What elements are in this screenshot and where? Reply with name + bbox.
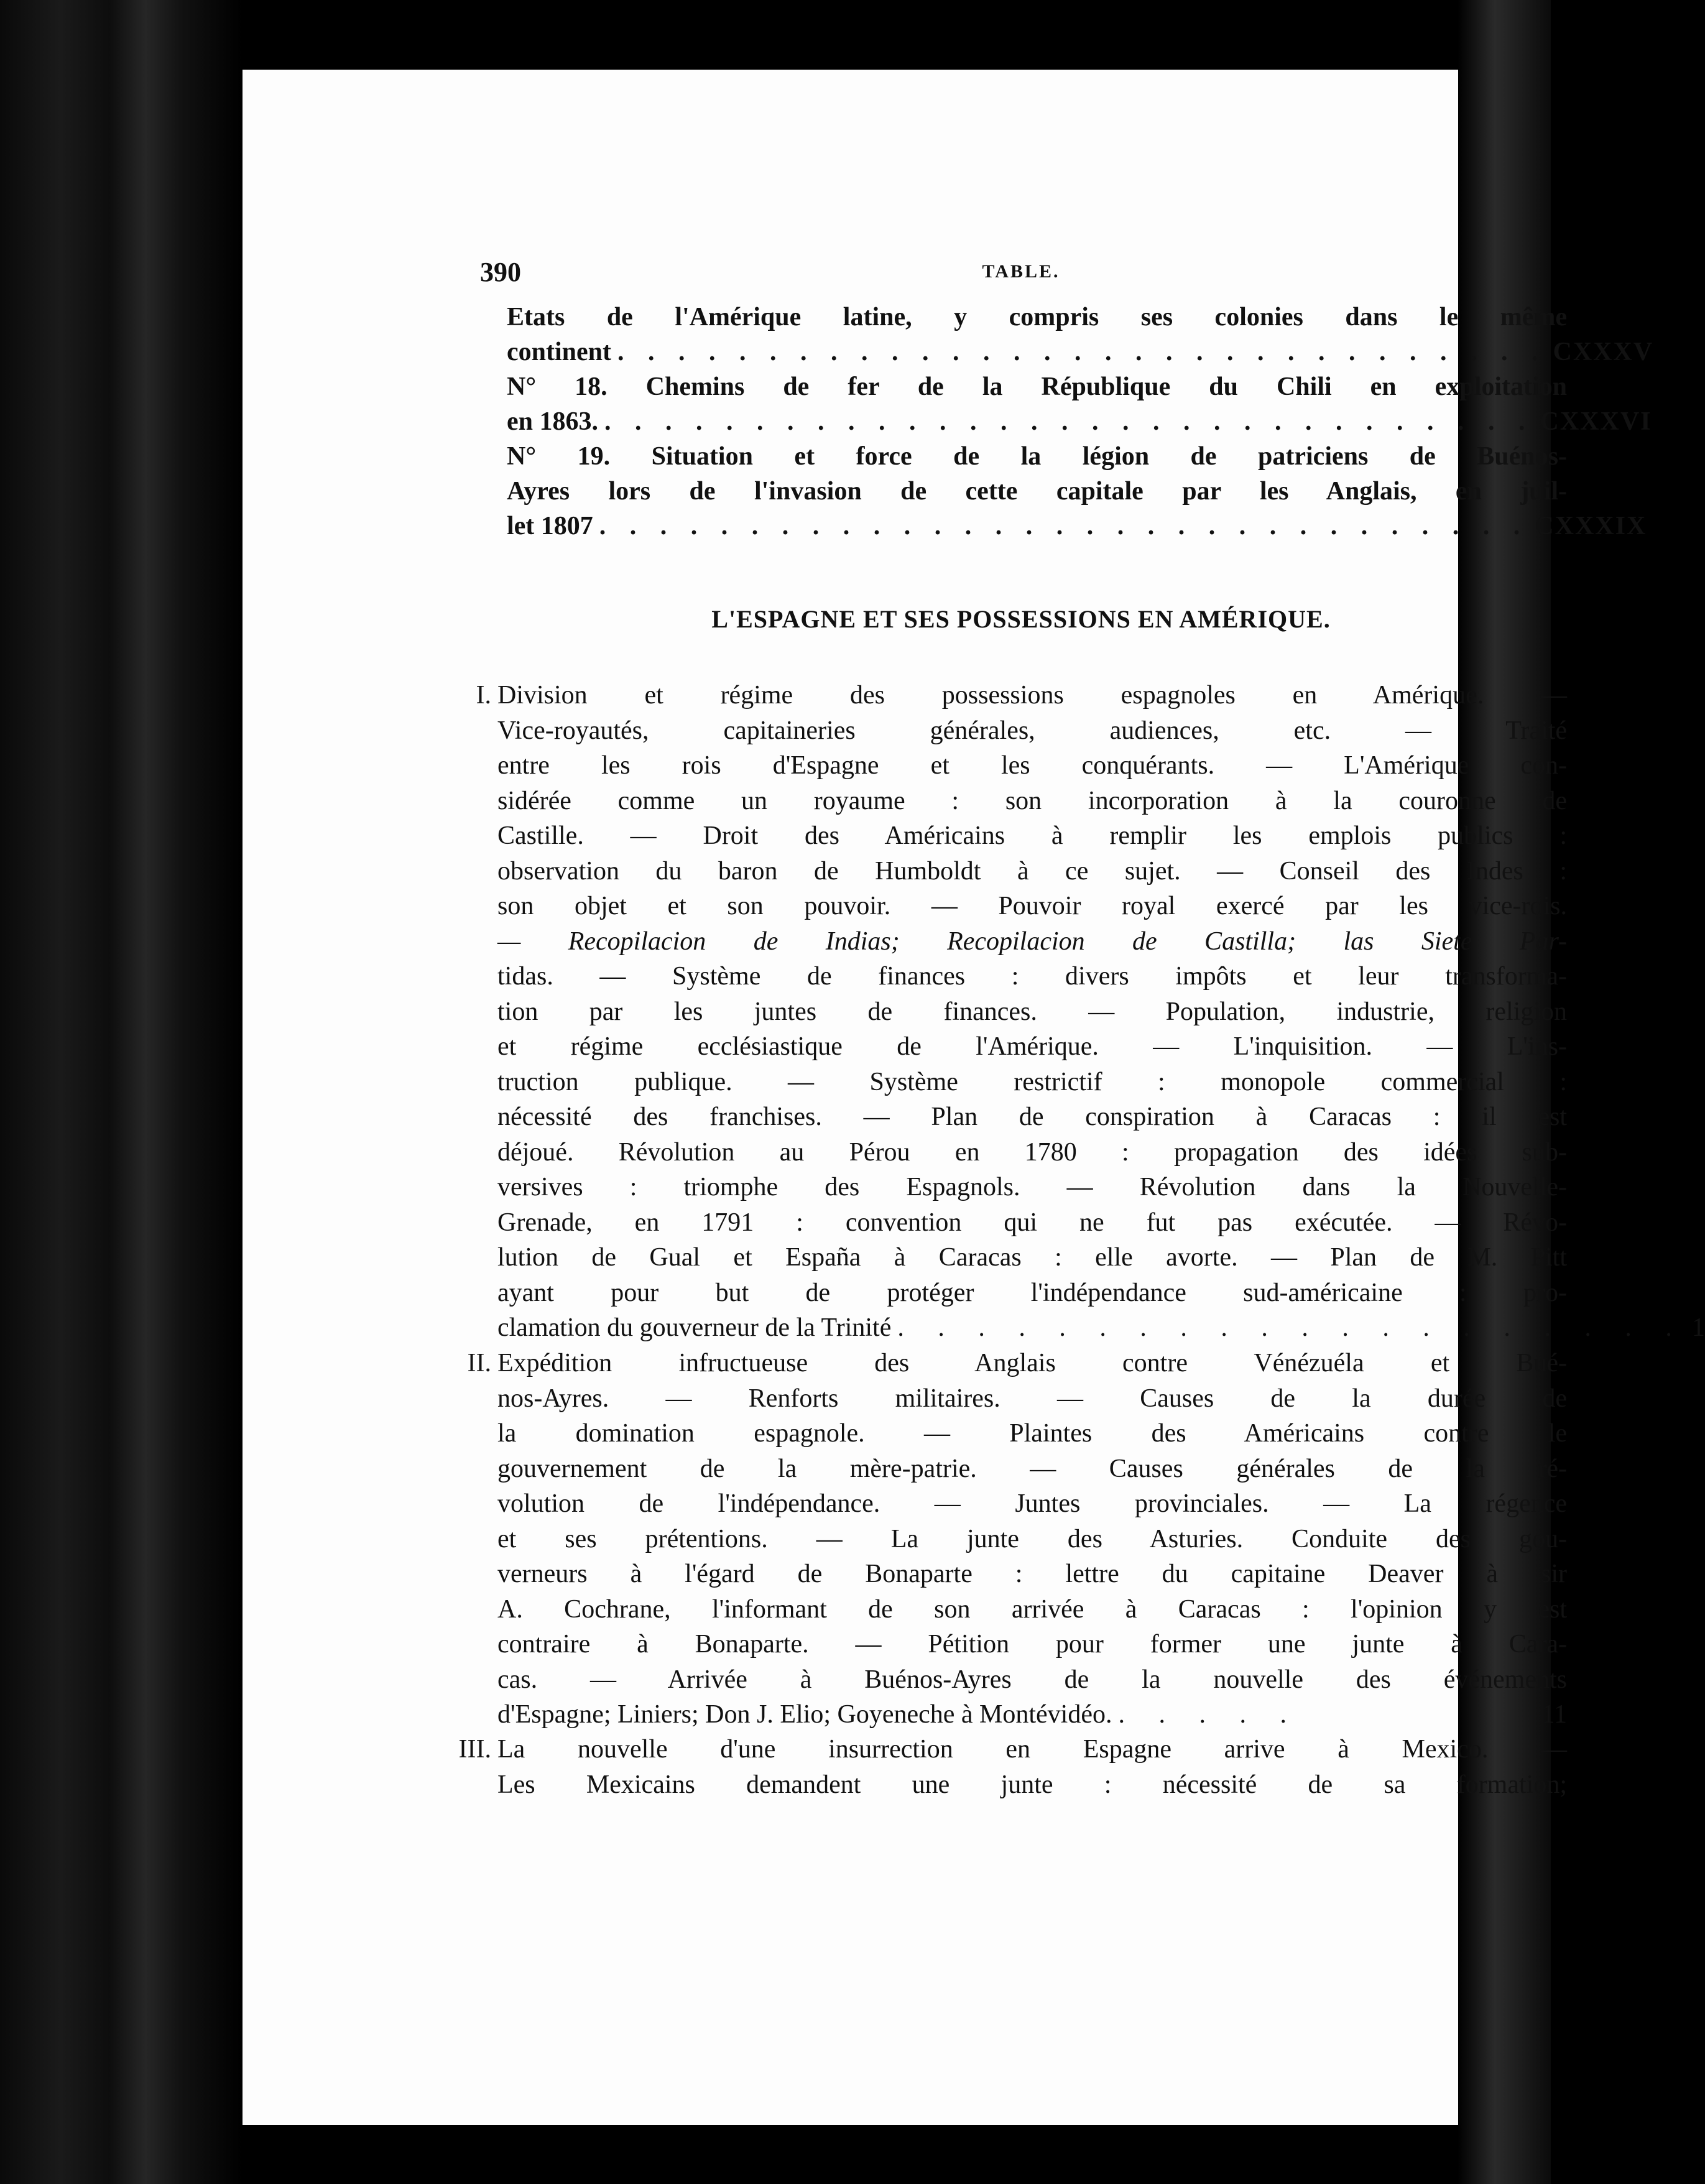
summary-line: nos-Ayres. — Renforts militaires. — Causes de la durée de (497, 1384, 1567, 1413)
running-title: TABLE. (982, 261, 1060, 282)
summary-line: entre les rois d'Espagne et les conquérants. — L'Amérique con- (497, 751, 1567, 780)
summary-line: son objet et son pouvoir. — Pouvoir royal exercé par les vice-rois. (497, 892, 1567, 920)
chapter-number: I. (476, 681, 491, 710)
summary-last-line: d'Espagne; Liniers; Don J. Elio; Goyeneche à Montévidéo. (497, 1700, 1112, 1729)
dot-leader: . . . . . . . . . . . . . . . . . . . . . . . . . . . . . . . (599, 512, 1529, 540)
entry-reference: CXXXV (1553, 338, 1654, 366)
entry-leader-line (507, 335, 1654, 369)
page-header (480, 256, 1562, 294)
page-reference: 11 (1541, 1700, 1567, 1729)
entry-last-line: continent (507, 338, 611, 366)
entry-last-line: let 1807 (507, 512, 593, 540)
summary-leader-line (497, 1310, 1705, 1346)
book-page (243, 70, 1705, 2125)
summary-line: cas. — Arrivée à Buénos-Ayres de la nouvelle des événements (497, 1665, 1567, 1694)
summary-leader-line (497, 1697, 1567, 1733)
summary-line: sidérée comme un royaume : son incorporation à la couronne de (497, 786, 1567, 815)
dot-leader: . . . . . . . . . . . . . . . . . . . . (897, 1313, 1686, 1342)
summary-line: Les Mexicains demandent une junte : nécessité de sa formation; (497, 1770, 1567, 1799)
dot-leader: . . . . . . . . . . . . . . . . . . . . . . . . . . . . . . . (617, 338, 1547, 366)
dot-leader: . . . . . (1118, 1700, 1300, 1729)
summary-line: A. Cochrane, l'informant de son arrivée à Caracas : l'opinion y est (497, 1594, 1567, 1624)
dot-leader: . . . . . . . . . . . . . . . . . . . . . . . . . . . . . . . (604, 407, 1534, 436)
summary-line: Expédition infructueuse des Anglais contre Vénézuéla et Bué- (497, 1349, 1567, 1377)
summary-line: Division et régime des possessions espagnoles en Amérique. — (497, 681, 1567, 710)
chapter-entry (454, 678, 1705, 1346)
chapter-number: III. (458, 1735, 491, 1764)
entry-line: N° 19. Situation et force de la légion de patriciens de Buénos- (507, 442, 1567, 471)
summary-line: contraire à Bonaparte. — Pétition pour former une junte à Cara- (497, 1630, 1567, 1659)
summary-line: tidas. — Système de finances : divers impôts et leur transforma- (497, 962, 1567, 991)
summary-line: versives : triomphe des Espagnols. — Révolution dans la Nouvelle- (497, 1173, 1567, 1201)
summary-line: Vice-royautés, capitaineries générales, audiences, etc. — Traité (497, 716, 1567, 745)
entry-reference: CXXXIX (1535, 512, 1647, 540)
chapter-summary (497, 1732, 1567, 1802)
summary-line: verneurs à l'égard de Bonaparte : lettre du capitaine Deaver à sir (497, 1560, 1567, 1588)
summary-line: La nouvelle d'une insurrection en Espagne arrive à Mexico. — (497, 1735, 1567, 1764)
summary-line: lution de Gual et España à Caracas : elle avorte. — Plan de M. Pitt (497, 1243, 1567, 1272)
entry-reference: CXXXVI (1540, 407, 1652, 436)
summary-line: Castille. — Droit des Américains à remplir les emplois publics : (497, 821, 1567, 850)
section-title: L'ESPAGNE ET SES POSSESSIONS EN AMÉRIQUE. (711, 605, 1331, 633)
summary-line: observation du baron de Humboldt à ce sujet. — Conseil des Indes : (497, 856, 1567, 886)
chapter-summary (497, 1346, 1567, 1733)
summary-line: la domination espagnole. — Plaintes des Américains contre le (497, 1419, 1567, 1448)
annex-entry (507, 439, 1647, 544)
chapter-number: II. (467, 1349, 491, 1377)
annex-entry (507, 369, 1652, 439)
entry-last-line: en 1863. (507, 407, 598, 436)
summary-line: — Recopilacion de Indias; Recopilacion de Castilla; las Siete Par- (497, 927, 1567, 956)
summary-line: ayant pour but de protéger l'indépendance sud-américaine : pro- (497, 1278, 1567, 1307)
chapter-entry (454, 1732, 1567, 1802)
summary-line: et régime ecclésiastique de l'Amérique. — L'inquisition. — L'ins- (497, 1032, 1567, 1061)
summary-line: truction publique. — Système restrictif : monopole commercial : (497, 1067, 1567, 1096)
entry-line: N° 18. Chemins de fer de la République du Chili en exploitation (507, 372, 1567, 401)
chapter-entry (454, 1346, 1567, 1733)
page-number: 390 (480, 257, 521, 287)
page-reference: 1 (1691, 1313, 1705, 1342)
entry-leader-line (507, 404, 1652, 439)
summary-line: Grenade, en 1791 : convention qui ne fut pas exécutée. — Révo- (497, 1208, 1567, 1237)
chapter-summary (497, 678, 1705, 1346)
annex-entry (507, 300, 1654, 369)
summary-line: tion par les juntes de finances. — Population, industrie, religion (497, 997, 1567, 1026)
entry-line: Etats de l'Amérique latine, y compris ses colonies dans le même (507, 303, 1567, 331)
summary-line: nécessité des franchises. — Plan de conspiration à Caracas : il est (497, 1103, 1567, 1131)
summary-line: gouvernement de la mère-patrie. — Causes générales de la ré- (497, 1454, 1567, 1483)
entry-leader-line (507, 509, 1647, 544)
book-spine (0, 0, 243, 2184)
summary-line: volution de l'indépendance. — Juntes provinciales. — La régence (497, 1489, 1567, 1518)
summary-line: déjoué. Révolution au Pérou en 1780 : propagation des idées sub- (497, 1137, 1567, 1167)
summary-last-line: clamation du gouverneur de la Trinité (497, 1313, 892, 1342)
entry-line: Ayres lors de l'invasion de cette capitale par les Anglais, en juil- (507, 477, 1567, 506)
summary-line: et ses prétentions. — La junte des Asturies. Conduite des gou- (497, 1524, 1567, 1553)
